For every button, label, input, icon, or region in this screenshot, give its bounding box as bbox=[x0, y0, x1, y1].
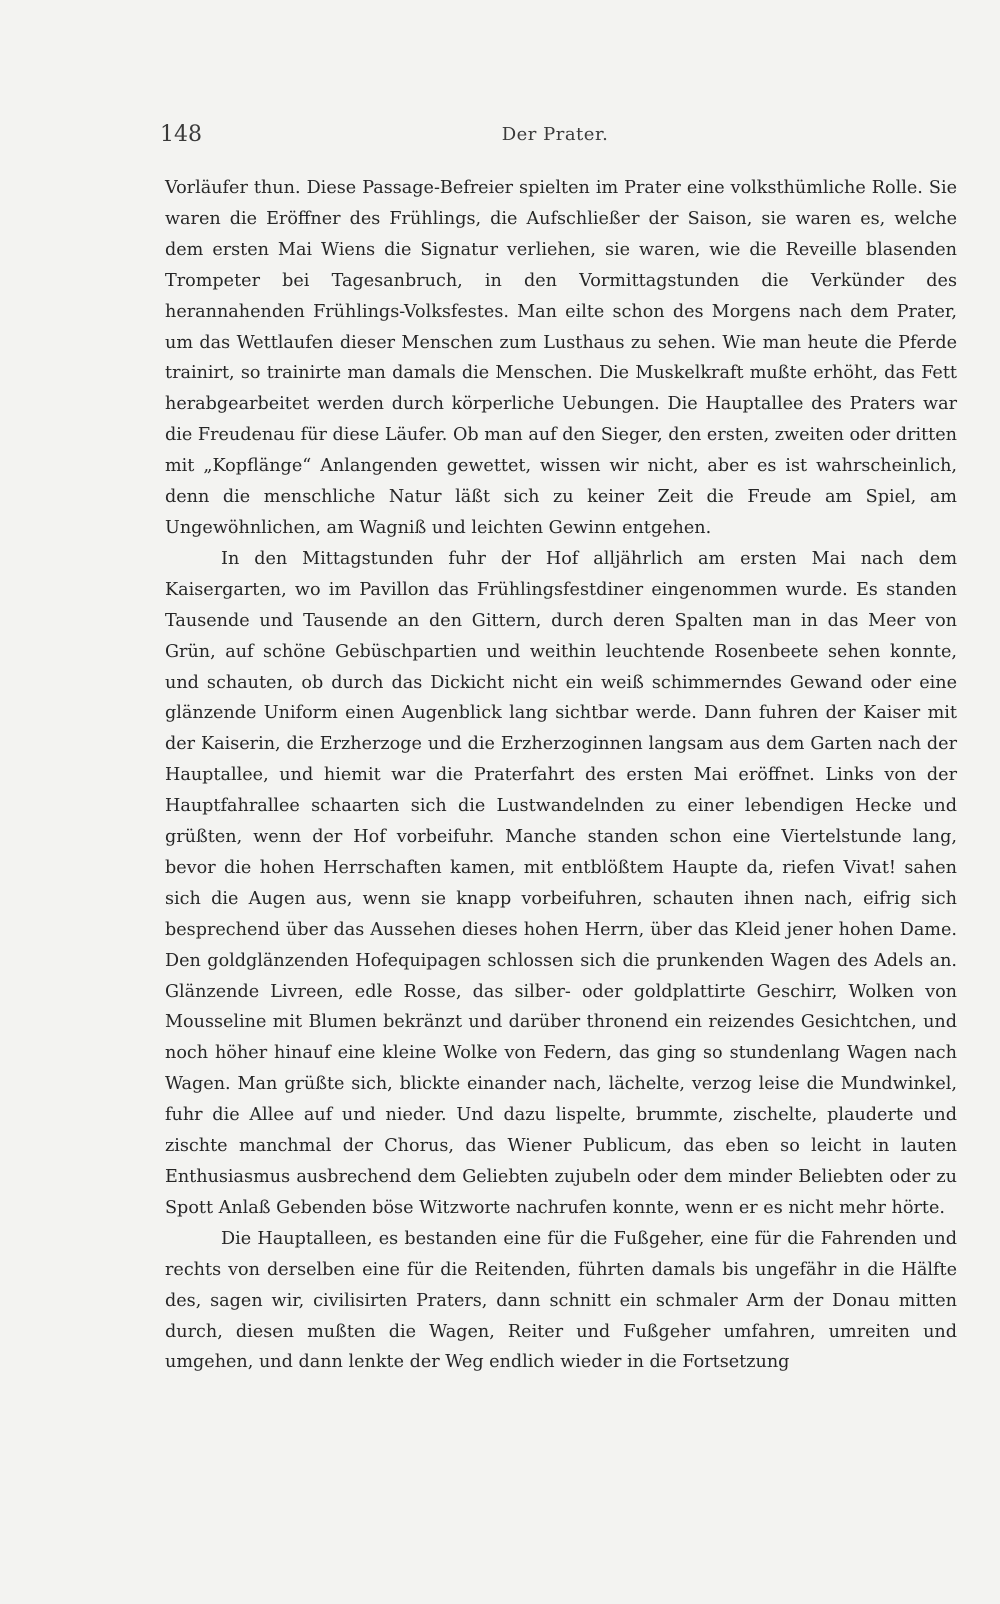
body-text bbox=[165, 173, 957, 1378]
running-title: Der Prater. bbox=[501, 124, 609, 145]
page-number: 148 bbox=[160, 122, 202, 147]
paragraph-2: In den Mittagstunden fuhr der Hof alljährlich am ersten Mai nach dem Kaisergarten, wo im Pavillon das Frühlingsfestdiner eingenommen wurde. Es standen Tausende und Tausende an den Gittern, durch deren Spalten man in das Meer von Grün, auf schöne Gebüschpartien und weithin leuchtende Rosenbeete sehen konnte, und schauten, ob durch das Dickicht nicht ein weiß schimmerndes Gewand oder eine glänzende Uniform einen Augenblick lang sichtbar werde. Dann fuhren der Kaiser mit der Kaiserin, die Erzherzoge und die Erzherzoginnen langsam aus dem Garten nach der Hauptallee, und hiemit war die Praterfahrt des ersten Mai eröffnet. Links von der Hauptfahrallee schaarten sich die Lustwandelnden zu einer lebendigen Hecke und grüßten, wenn der Hof vorbeifuhr. Manche standen schon eine Viertelstunde lang, bevor die hohen Herrschaften kamen, mit entblößtem Haupte da, riefen Vivat! sahen sich die Augen aus, wenn sie knapp vorbeifuhren, schauten ihnen nach, eifrig sich besprechend über das Aussehen dieses hohen Herrn, über das Kleid jener hohen Dame. Den goldglänzenden Hofequipagen schlossen sich die prunkenden Wagen des Adels an. Glänzende Livreen, edle Rosse, das silber- oder goldplattirte Geschirr, Wolken von Mousseline mit Blumen bekränzt und darüber thronend ein reizendes Gesichtchen, und noch höher hinauf eine kleine Wolke von Federn, das ging so stundenlang Wagen nach Wagen. Man grüßte sich, blickte einander nach, lächelte, verzog leise die Mundwinkel, fuhr die Allee auf und nieder. Und dazu lispelte, brummte, zischelte, plauderte und zischte manchmal der Chorus, das Wiener Publicum, das eben so leicht in lauten Enthusiasmus ausbrechend dem Geliebten zujubeln oder dem minder Beliebten oder zu Spott Anlaß Gebenden böse Witzworte nachrufen konnte, wenn er es nicht mehr hörte. bbox=[165, 548, 957, 1218]
page-header bbox=[160, 122, 950, 152]
paragraph-3: Die Hauptalleen, es bestanden eine für die Fußgeher, eine für die Fahrenden und rechts von derselben eine für die Reitenden, führten damals bis ungefähr in die Hälfte des, sagen wir, civilisirten Praters, dann schnitt ein schmaler Arm der Donau mitten durch, diesen mußten die Wagen, Reiter und Fußgeher umfahren, umreiten und umgehen, und dann lenkte der Weg endlich wieder in die Fortsetzung bbox=[165, 1228, 957, 1373]
paragraph-1: Vorläufer thun. Diese Passage-Befreier spielten im Prater eine volksthümliche Rolle. Sie waren die Eröffner des Frühlings, die Aufschließer der Saison, sie waren es, welche dem ersten Mai Wiens die Signatur verliehen, sie waren, wie die Reveille blasenden Trompeter bei Tagesanbruch, in den Vormittagstunden die Verkünder des herannahenden Frühlings-Volksfestes. Man eilte schon des Morgens nach dem Prater, um das Wettlaufen dieser Menschen zum Lusthaus zu sehen. Wie man heute die Pferde trainirt, so trainirte man damals die Menschen. Die Muskelkraft mußte erhöht, das Fett herabgearbeitet werden durch körperliche Uebungen. Die Hauptallee des Praters war die Freudenau für diese Läufer. Ob man auf den Sieger, den ersten, zweiten oder dritten mit „Kopflänge“ Anlangenden gewettet, wissen wir nicht, aber es ist wahrscheinlich, denn die menschliche Natur läßt sich zu keiner Zeit die Freude am Spiel, am Ungewöhnlichen, am Wagniß und leichten Gewinn entgehen. bbox=[165, 178, 957, 538]
